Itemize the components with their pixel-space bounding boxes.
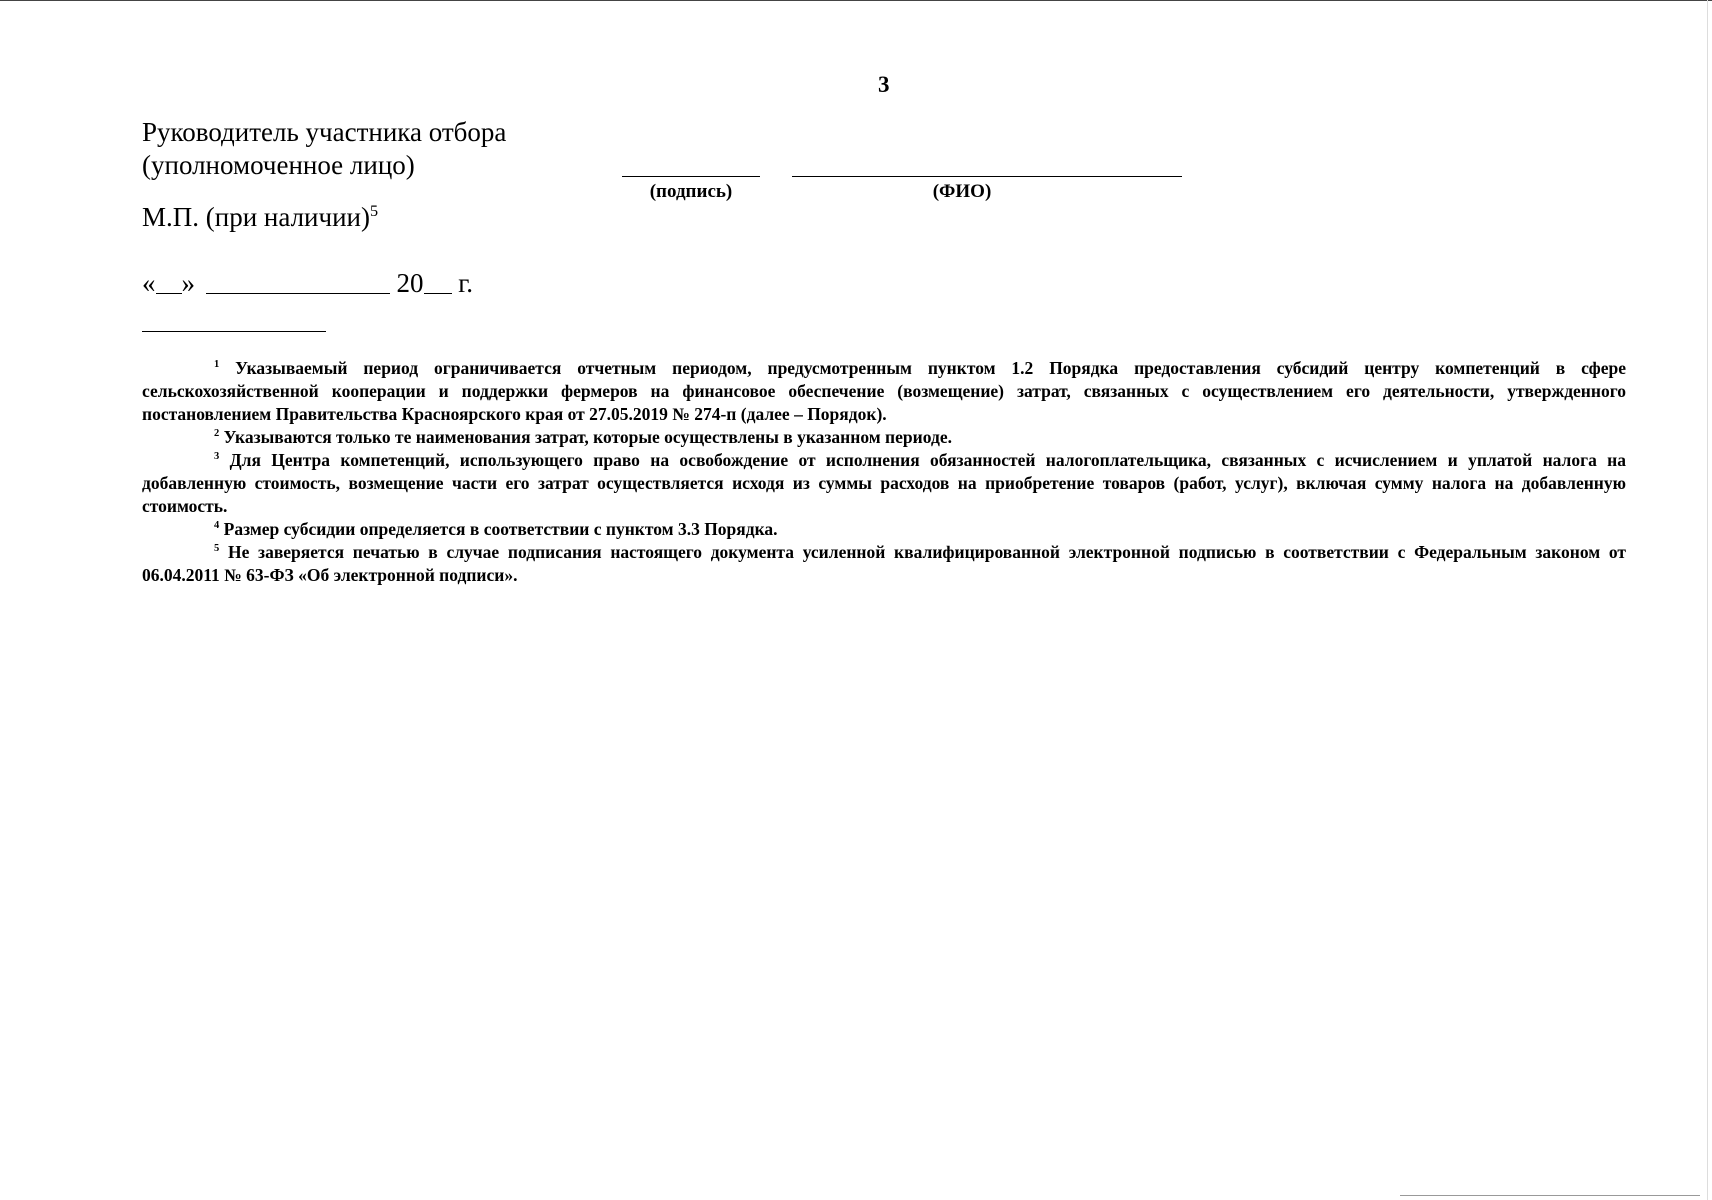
- date-line: [142, 268, 473, 299]
- footnote-number: 2: [214, 428, 220, 440]
- year-prefix: 20: [396, 268, 424, 298]
- signature-caption: (подпись): [649, 181, 733, 202]
- footnote-4: [142, 518, 1626, 541]
- seal-line: [142, 202, 378, 233]
- footnote-text: Указываемый период ограничивается отчетным периодом, предусмотренным пунктом 1.2 Порядка предоставления субсидий центру компетенций в сфере сельскохозяйственной кооперации и поддержки фермеров на финансовое обеспечение (возмещение) затрат, связанных с осуществлением его деятельности, утвержденного постановлением Правительства Красноярского края от 27.05.2019 № 274-п (далее – Порядок).: [142, 358, 1627, 424]
- signature-field: [622, 176, 760, 203]
- seal-footnote-ref: 5: [369, 202, 379, 220]
- footnote-text: Не заверяется печатью в случае подписания настоящего документа усиленной квалифицированной электронной подписью в соответствии с Федеральным законом от 06.04.2011 № 63-ФЗ «Об электронной подписи».: [142, 542, 1626, 585]
- footnote-text: Для Центра компетенций, использующего право на освобождение от исполнения обязанностей налогоплательщика, связанных с исчислением и уплатой налога на добавленную стоимость, возмещение части его затрат осуществляется исходя из суммы расходов на приобретение товаров (работ, услуг), включая сумму налога на добавленную стоимость.: [142, 450, 1626, 516]
- name-field: [792, 176, 1182, 203]
- signer-title: [142, 116, 506, 182]
- footnote-number: 5: [214, 543, 220, 555]
- footnote-3: [142, 449, 1626, 518]
- year-blank: [424, 269, 452, 294]
- footnote-text: Размер субсидии определяется в соответствии с пунктом 3.3 Порядка.: [223, 519, 778, 539]
- day-blank: [156, 269, 182, 294]
- footnote-number: 3: [214, 451, 220, 463]
- seal-label: М.П. (при наличии): [142, 202, 370, 232]
- signer-title-line1: Руководитель участника отбора: [142, 117, 507, 147]
- signer-title-line2: (уполномоченное лицо): [142, 150, 415, 180]
- scan-edge-top: [0, 0, 1712, 1]
- name-caption: (ФИО): [932, 181, 992, 202]
- date-open-quote: «: [142, 268, 156, 298]
- name-line: [792, 176, 1182, 177]
- scan-edge-right: [1707, 0, 1708, 1200]
- month-blank: [206, 269, 390, 294]
- page-number: 3: [878, 72, 890, 97]
- footnote-text: Указываются только те наименования затрат, которые осуществлены в указанном периоде.: [223, 427, 952, 447]
- footnote-5: [142, 541, 1626, 587]
- year-suffix: г.: [458, 268, 474, 298]
- footnote-number: 1: [214, 359, 220, 371]
- footnotes: [142, 357, 1626, 587]
- scan-edge-bottom: [1400, 1195, 1700, 1196]
- footnote-2: [142, 426, 1626, 449]
- footnote-number: 4: [214, 520, 220, 532]
- footnote-separator: [142, 331, 326, 332]
- footnote-1: [142, 357, 1626, 426]
- date-close-quote: »: [181, 268, 195, 298]
- signature-line: [622, 176, 760, 177]
